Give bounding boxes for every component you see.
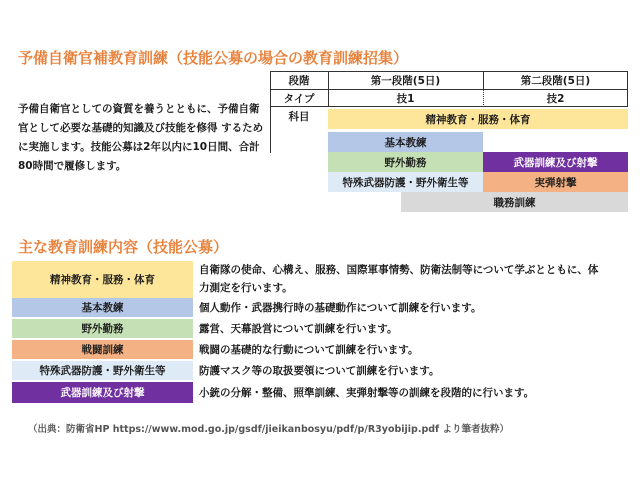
content-desc: 防護マスク等の取扱要領について訓練を行います。 bbox=[199, 365, 440, 377]
content-label: 戦闘訓練 bbox=[12, 340, 193, 359]
schedule-table bbox=[270, 71, 628, 212]
header-phase: 段階 bbox=[288, 74, 310, 87]
bar-basic: 基本教練 bbox=[328, 132, 483, 152]
content-row-weapons bbox=[12, 382, 592, 404]
content-desc: 自衛隊の使命、心構え、服務、国際軍事情勢、防衛法制等について学ぶとともに、体力測定を行います。 bbox=[199, 264, 599, 294]
content-desc: 小銃の分解・整備、照準訓練、実弾射撃等の訓練を段階的に行います。 bbox=[199, 387, 535, 399]
content-row-basic bbox=[12, 298, 592, 318]
content-label: 基本教練 bbox=[12, 298, 193, 317]
page-title: 予備自衛官補教育訓練（技能公募の場合の教育訓練招集） bbox=[18, 49, 409, 67]
source-note: （出典：防衛省HP https://www.mod.go.jp/gsdf/jieikanbosyu/pdf/p/R3yobijip.pdf より筆者抜粋） bbox=[28, 424, 509, 435]
bar-special: 特殊武器防護・野外衛生等 bbox=[328, 172, 483, 192]
content-label: 武器訓練及び射撃 bbox=[12, 382, 193, 403]
content-row-spirit bbox=[12, 261, 599, 298]
type-1: 技1 bbox=[396, 92, 415, 105]
bar-spirit: 精神教育・服務・体育 bbox=[328, 109, 628, 129]
content-desc: 露営、天幕設営について訓練を行います。 bbox=[199, 323, 398, 335]
content-desc: 個人動作・武器携行時の基礎動作について訓練を行います。 bbox=[199, 302, 482, 314]
header-subject: 科目 bbox=[288, 110, 310, 123]
content-label: 精神教育・服務・体育 bbox=[12, 261, 193, 298]
bar-weapons: 武器訓練及び射撃 bbox=[483, 152, 628, 172]
phase-2: 第二段階(5日) bbox=[520, 74, 591, 87]
bar-duty: 職務訓練 bbox=[401, 192, 628, 212]
content-row-field bbox=[12, 319, 592, 339]
content-label: 特殊武器防護・野外衛生等 bbox=[12, 361, 193, 380]
intro-text: 予備自衛官としての資質を養うとともに、予備自衛官として必要な基礎的知識及び技能を修得 するために実施します。技能公募は2年以内に10日間、合計80時間で履修します。 bbox=[18, 103, 264, 172]
bar-live-fire: 実弾射撃 bbox=[483, 172, 628, 192]
content-label: 野外勤務 bbox=[12, 319, 193, 338]
content-row-special bbox=[12, 361, 592, 381]
phase-1: 第一段階(5日) bbox=[370, 74, 441, 87]
bar-field: 野外勤務 bbox=[328, 152, 483, 172]
content-desc: 戦闘の基礎的な行動について訓練を行います。 bbox=[199, 344, 419, 356]
contents-title: 主な教育訓練内容（技能公募） bbox=[18, 238, 229, 256]
type-2: 技2 bbox=[546, 92, 565, 105]
header-type: タイプ bbox=[283, 92, 315, 105]
content-row-combat bbox=[12, 340, 592, 360]
